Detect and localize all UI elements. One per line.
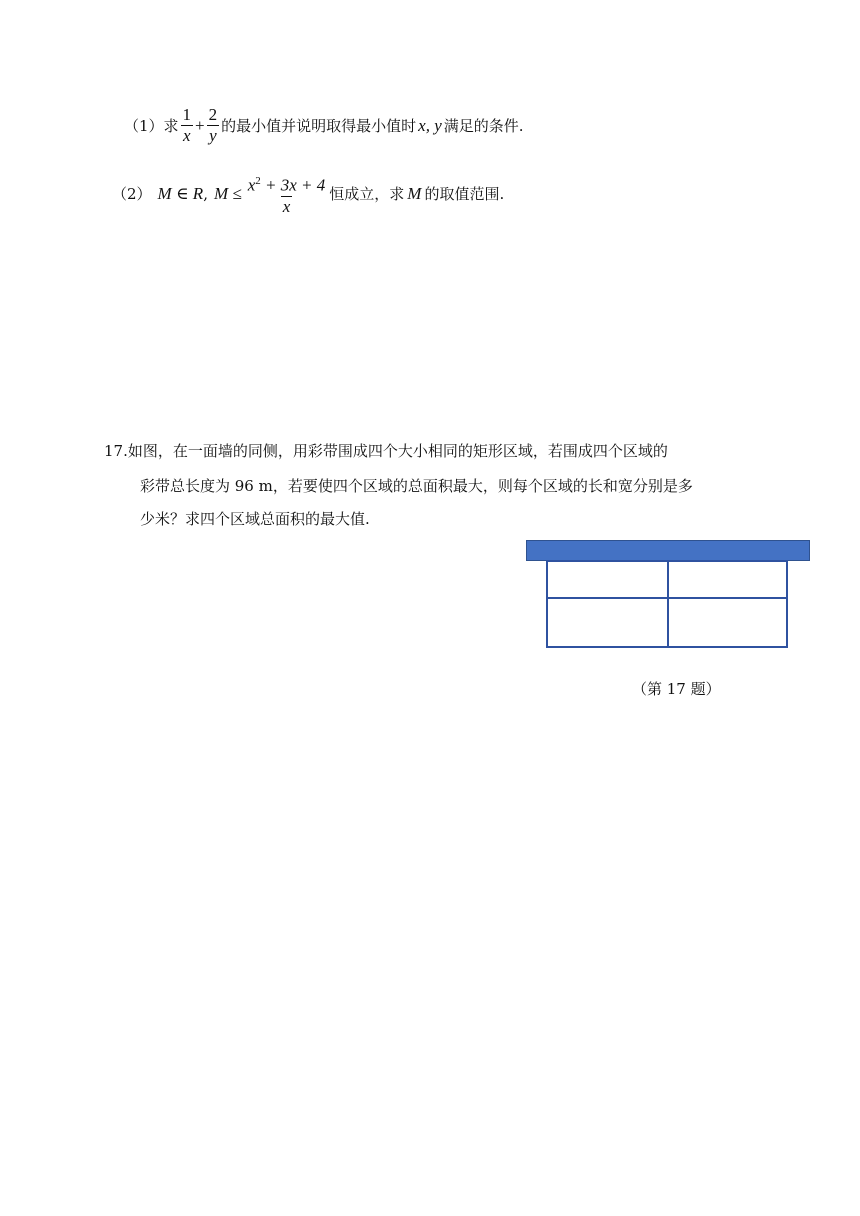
part-1-text-b: 满足的条件. [443,117,524,135]
part-1-vars: x, y [418,115,442,135]
wall [526,540,810,561]
horizontal-divider [548,597,786,599]
part-1-text-a: 的最小值并说明取得最小值时 [221,117,417,135]
problem-17-line-2: 彩带总长度为 96 m，若要使四个区域的总面积最大，则每个区域的长和宽分别是多 [140,477,693,495]
plus-sign: + [195,115,205,135]
vertical-divider [667,562,669,646]
part-1-label: （1）求 [124,117,179,135]
part-2-text-b: 的取值范围. [424,185,505,204]
part-2-text-a: 恒成立，求 [329,185,405,204]
problem-number: 17. [104,442,128,460]
four-rectangle-enclosure [546,560,788,648]
figure-caption: （第 17 题） [632,680,721,698]
fraction-1-over-x: $\frac{1}{x}$ [182,105,192,145]
fraction-2-over-y: $\frac{2}{y}$ [208,105,218,145]
part-2-line [112,172,504,216]
part-1-line [124,106,524,145]
comma: , [203,184,208,203]
problem-17-line-3: 少米？求四个区域总面积的最大值. [140,510,370,528]
condition-m-in-r: M ∈ R [157,183,204,203]
part-2-label: （2） [112,185,152,204]
fence-diagram [526,540,810,650]
part-2-var: M [407,183,422,203]
problem-17-line-1: 17.如图，在一面墙的同侧，用彩带围成四个大小相同的矩形区域，若围成四个区域的 [104,442,668,460]
inequality-lhs: M ≤ [213,183,242,203]
fraction-quadratic-over-x: $\frac{x^2 + 3x + 4}{x}$ [247,175,326,216]
